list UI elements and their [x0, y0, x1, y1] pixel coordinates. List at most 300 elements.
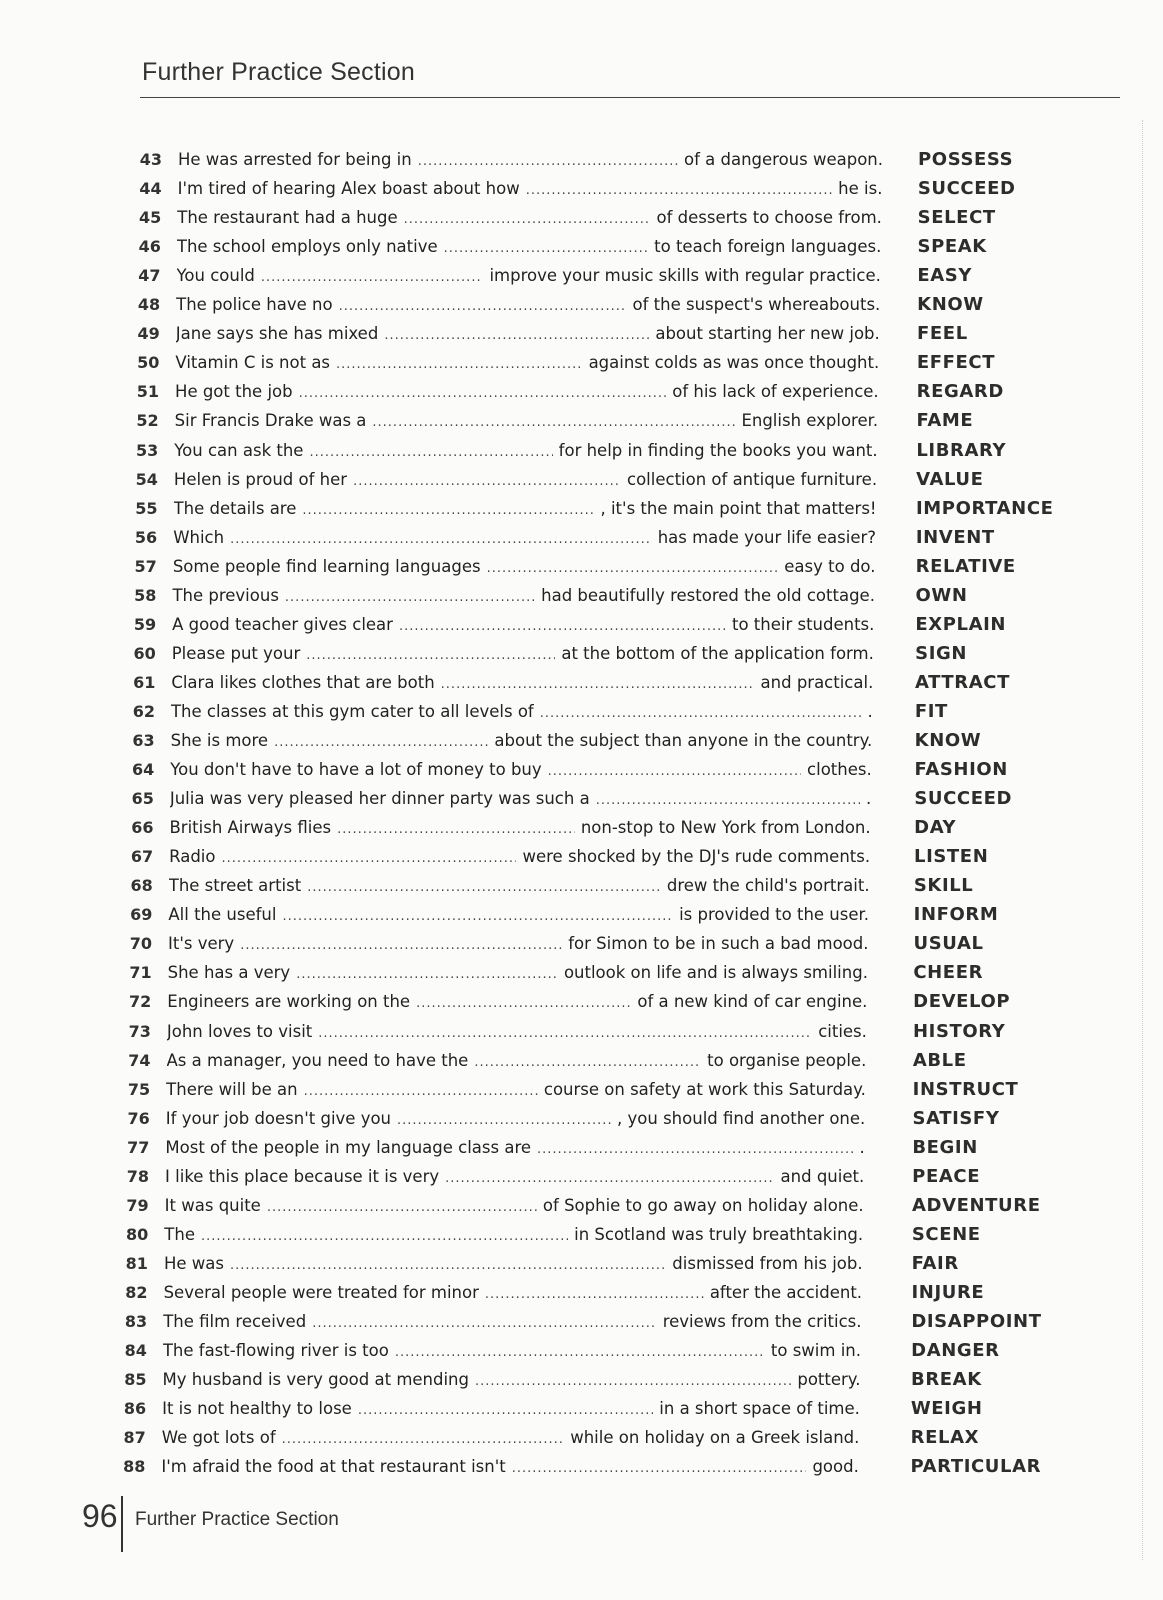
sentence-start: It's very: [168, 934, 235, 954]
keyword: SELECT: [917, 207, 996, 229]
answer-blank[interactable]: [309, 440, 552, 466]
exercise-row: [0, 1222, 1163, 1248]
exercise-number: 72: [129, 992, 152, 1012]
exercise-row: [0, 583, 1163, 609]
sentence-start: Most of the people in my language class are: [165, 1137, 532, 1157]
exercise-number: 60: [133, 643, 156, 663]
exercise-row: [0, 1077, 1163, 1103]
keyword: INJURE: [911, 1281, 985, 1303]
keyword: FAME: [916, 410, 974, 432]
sentence-end: of a dangerous weapon.: [683, 150, 883, 169]
sentence-end: in a short space of time.: [659, 1399, 860, 1419]
exercise-number: 86: [123, 1399, 147, 1419]
exercise-row: [0, 554, 1163, 580]
exercise-sentence: [162, 1425, 860, 1453]
answer-blank[interactable]: [318, 1021, 812, 1047]
sentence-start: The film received: [163, 1312, 307, 1331]
sentence-end: reviews from the critics.: [662, 1312, 862, 1331]
keyword: LISTEN: [914, 846, 989, 868]
exercise-number: 80: [126, 1224, 149, 1244]
exercise-number: 83: [124, 1312, 148, 1331]
exercise-row: [0, 960, 1163, 986]
sentence-end: to organise people.: [707, 1050, 867, 1070]
exercise-number: 55: [135, 498, 158, 518]
answer-blank[interactable]: [548, 759, 801, 785]
sentence-start: If your job doesn't give you: [165, 1108, 392, 1128]
answer-blank[interactable]: [372, 410, 735, 436]
sentence-end: were shocked by the DJ's rude comments.: [522, 847, 871, 867]
keyword: SCENE: [911, 1223, 981, 1245]
sentence-end: cities.: [818, 1021, 867, 1041]
sentence-start: Several people were treated for minor: [163, 1282, 479, 1302]
answer-blank[interactable]: [240, 933, 562, 959]
exercise-number: 79: [126, 1195, 149, 1215]
keyword: VALUE: [916, 468, 984, 490]
exercise-row: [0, 1367, 1163, 1393]
exercise-row: [0, 815, 1163, 841]
exercise-sentence: [164, 1280, 863, 1308]
exercise-sentence: [166, 1106, 866, 1134]
sentence-start: The school employs only native: [176, 237, 438, 257]
keyword: SPEAK: [917, 236, 987, 258]
exercise-row: [0, 1193, 1163, 1219]
answer-blank[interactable]: [230, 527, 652, 553]
keyword: USUAL: [913, 933, 984, 955]
sentence-end: outlook on life and is always smiling.: [563, 963, 868, 983]
answer-blank[interactable]: [306, 643, 555, 669]
exercise-row: [0, 1454, 1163, 1480]
exercise-row: [0, 438, 1163, 464]
answer-blank[interactable]: [540, 701, 862, 727]
sentence-start: My husband is very good at mending: [162, 1370, 469, 1390]
exercise-row: [0, 612, 1163, 638]
answer-blank[interactable]: [267, 1195, 537, 1221]
exercise-number: 87: [123, 1428, 146, 1448]
sentence-end: easy to do.: [784, 556, 876, 576]
sentence-end: about the subject than anyone in the country.: [494, 731, 873, 750]
sentence-start: The: [164, 1224, 195, 1244]
keyword: BREAK: [911, 1369, 982, 1391]
exercise-sentence: [165, 1193, 864, 1221]
sentence-end: while on holiday on a Greek island.: [570, 1428, 860, 1448]
sentence-start: The fast-flowing river is too: [162, 1341, 389, 1361]
exercise-sentence: [164, 1222, 863, 1250]
exercise-sentence: [165, 1135, 864, 1163]
exercise-sentence: [171, 670, 873, 698]
sentence-end: and quiet.: [780, 1166, 865, 1186]
answer-blank[interactable]: [353, 469, 621, 495]
exercise-row: [0, 1309, 1163, 1335]
exercise-number: 81: [125, 1253, 148, 1273]
exercise-sentence: [174, 467, 877, 495]
answer-blank[interactable]: [302, 498, 594, 524]
exercise-sentence: [166, 1077, 866, 1105]
exercise-number: 61: [133, 672, 156, 692]
page-header-title: Further Practice Section: [142, 58, 415, 86]
exercise-sentence: [169, 873, 870, 901]
answer-blank[interactable]: [201, 1224, 568, 1250]
answer-blank[interactable]: [399, 614, 726, 640]
exercise-row: [0, 292, 1163, 318]
exercise-sentence: [175, 408, 879, 436]
exercise-number: 52: [136, 411, 159, 431]
sentence-start: Some people find learning languages: [172, 556, 481, 576]
sentence-start: She has a very: [167, 963, 291, 983]
exercise-sentence: [178, 176, 883, 204]
exercise-number: 66: [131, 818, 154, 838]
exercise-sentence: [173, 554, 876, 582]
sentence-start: The details are: [173, 498, 297, 518]
sentence-end: he is.: [838, 179, 883, 199]
sentence-start: There will be an: [166, 1079, 298, 1099]
exercise-sentence: [170, 786, 871, 814]
keyword: INFORM: [913, 904, 999, 926]
footer-title: Further Practice Section: [135, 1509, 339, 1530]
answer-blank[interactable]: [384, 323, 649, 349]
keyword: EFFECT: [916, 352, 996, 374]
exercise-row: [0, 1106, 1163, 1132]
exercise-sentence: [177, 263, 881, 291]
keyword: FAIR: [911, 1252, 959, 1274]
exercise-number: 82: [125, 1282, 148, 1302]
exercise-sentence: [172, 612, 874, 640]
keyword: IMPORTANCE: [916, 497, 1054, 519]
exercise-row: [0, 1338, 1163, 1364]
exercise-number: 57: [134, 556, 157, 576]
sentence-end: collection of antique furniture.: [627, 469, 878, 489]
exercise-sentence: [162, 1367, 860, 1395]
sentence-start: I like this place because it is very: [165, 1166, 440, 1186]
sentence-end: and practical.: [760, 672, 874, 692]
keyword: ATTRACT: [915, 671, 1010, 693]
exercise-sentence: [177, 205, 882, 233]
keyword: FIT: [914, 700, 948, 722]
exercise-number: 47: [138, 266, 161, 286]
sentence-start: Clara likes clothes that are both: [171, 672, 435, 692]
answer-blank[interactable]: [336, 352, 583, 378]
exercise-sentence: [167, 989, 867, 1017]
answer-blank[interactable]: [274, 730, 488, 756]
exercise-sentence: [169, 815, 870, 843]
sentence-end: to swim in.: [770, 1341, 861, 1361]
answer-blank[interactable]: [337, 817, 575, 843]
sentence-end: to their students.: [731, 614, 875, 634]
sentence-end: , it's the main point that matters!: [600, 498, 877, 518]
exercise-row: [0, 1164, 1163, 1190]
exercise-sentence: [170, 757, 872, 785]
keyword: LIBRARY: [916, 439, 1007, 461]
sentence-end: pottery.: [797, 1370, 861, 1390]
answer-blank[interactable]: [282, 904, 673, 930]
sentence-end: of a new kind of car engine.: [637, 992, 868, 1012]
exercise-number: 69: [130, 905, 153, 925]
sentence-end: clothes.: [807, 760, 872, 780]
exercise-sentence: [172, 641, 874, 669]
keyword: SKILL: [913, 875, 974, 897]
exercise-sentence: [167, 1019, 867, 1047]
exercise-number: 73: [128, 1021, 151, 1041]
exercise-sentence: [163, 1338, 861, 1366]
exercise-sentence: [163, 1309, 861, 1337]
answer-blank[interactable]: [475, 1369, 791, 1395]
exercise-sentence: [162, 1396, 860, 1424]
exercise-sentence: [168, 931, 869, 959]
sentence-start: The street artist: [168, 876, 302, 896]
exercise-number: 65: [131, 789, 154, 809]
sentence-end: for help in finding the books you want.: [558, 440, 878, 460]
exercise-row: [0, 1135, 1163, 1161]
keyword: POSSESS: [918, 149, 1014, 170]
keyword: WEIGH: [910, 1398, 983, 1420]
sentence-end: has made your life easier?: [657, 527, 877, 547]
exercise-sentence: [173, 525, 876, 553]
sentence-start: The previous: [172, 585, 279, 605]
exercise-number: 84: [124, 1341, 147, 1361]
exercise-row: [0, 989, 1163, 1015]
answer-blank[interactable]: [230, 1253, 666, 1279]
sentence-start: The police have no: [176, 295, 333, 315]
sentence-end: of the suspect's whereabouts.: [632, 295, 881, 315]
keyword: SUCCEED: [917, 178, 1016, 200]
keyword: ADVENTURE: [912, 1194, 1041, 1216]
exercise-sentence: [174, 438, 877, 466]
exercise-row: [0, 902, 1163, 928]
exercise-sentence: [175, 350, 879, 378]
keyword: DAY: [914, 817, 957, 839]
sentence-end: to teach foreign languages.: [654, 237, 882, 257]
exercise-number: 46: [138, 237, 161, 257]
exercise-row: [0, 350, 1163, 376]
exercise-row: [0, 1425, 1163, 1451]
exercise-number: 58: [134, 585, 157, 605]
answer-blank[interactable]: [512, 1456, 807, 1482]
exercise-sentence: [171, 728, 873, 756]
exercise-number: 64: [131, 760, 155, 780]
exercise-sentence: [176, 292, 880, 320]
sentence-end: improve your music skills with regular practice.: [489, 266, 881, 286]
exercise-row: [0, 757, 1163, 783]
exercise-sentence: [177, 234, 882, 262]
exercise-number: 85: [124, 1370, 147, 1390]
sentence-end: good.: [812, 1457, 859, 1477]
answer-blank[interactable]: [537, 1137, 853, 1163]
exercise-row: [0, 670, 1163, 696]
answer-blank[interactable]: [299, 381, 667, 407]
sentence-start: You could: [176, 266, 255, 286]
exercise-row: [0, 786, 1163, 812]
answer-blank[interactable]: [474, 1050, 701, 1076]
page-edge-speckle: [1139, 120, 1143, 1560]
answer-blank[interactable]: [358, 1398, 653, 1424]
keyword: OWN: [915, 584, 968, 606]
exercise-row: [0, 1048, 1163, 1074]
sentence-start: She is more: [170, 731, 269, 750]
keyword: FEEL: [917, 323, 968, 345]
exercise-number: 68: [130, 876, 153, 896]
answer-blank[interactable]: [304, 1079, 538, 1105]
answer-blank[interactable]: [418, 149, 678, 175]
keyword: KNOW: [914, 730, 982, 751]
exercise-sentence: [164, 1251, 863, 1279]
exercise-number: 56: [134, 527, 158, 547]
exercise-row: [0, 1019, 1163, 1045]
exercise-sentence: [175, 379, 879, 407]
exercise-row: [0, 525, 1163, 551]
keyword: RELATIVE: [915, 555, 1016, 577]
exercise-number: 43: [139, 150, 162, 169]
exercise-number: 78: [126, 1166, 150, 1186]
keyword: CHEER: [913, 962, 984, 984]
keyword: EASY: [917, 265, 972, 287]
sentence-start: I'm tired of hearing Alex boast about how: [177, 179, 520, 199]
exercise-sentence: [168, 960, 868, 988]
exercise-row: [0, 379, 1163, 405]
keyword: SIGN: [915, 642, 968, 664]
exercise-row: [0, 496, 1163, 522]
sentence-end: drew the child's portrait.: [666, 876, 870, 896]
exercise-row: [0, 147, 1163, 173]
exercise-number: 51: [136, 382, 160, 402]
sentence-start: Engineers are working on the: [167, 992, 411, 1012]
exercise-row: [0, 321, 1163, 347]
sentence-start: It is not healthy to lose: [162, 1399, 352, 1419]
sentence-start: All the useful: [168, 905, 277, 925]
sentence-end: of Sophie to go away on holiday alone.: [542, 1195, 864, 1215]
sentence-start: Please put your: [171, 643, 301, 663]
sentence-start: We got lots of: [161, 1428, 276, 1448]
keyword: DISAPPOINT: [911, 1311, 1042, 1332]
answer-blank[interactable]: [526, 178, 832, 204]
keyword: INVENT: [915, 526, 995, 548]
answer-blank[interactable]: [261, 265, 484, 291]
sentence-end: .: [859, 1137, 865, 1157]
answer-blank[interactable]: [416, 991, 631, 1017]
exercise-row: [0, 1396, 1163, 1422]
answer-blank[interactable]: [339, 294, 627, 320]
sentence-start: He got the job: [175, 382, 293, 402]
keyword: REGARD: [916, 381, 1004, 403]
exercise-row: [0, 873, 1163, 899]
exercise-row: [0, 263, 1163, 289]
keyword: BEGIN: [912, 1136, 978, 1158]
sentence-end: course on safety at work this Saturday.: [543, 1079, 866, 1099]
exercise-row: [0, 408, 1163, 434]
exercise-number: 71: [129, 963, 152, 983]
sentence-start: Which: [173, 527, 225, 547]
header-divider: [140, 97, 1120, 98]
exercise-row: [0, 234, 1163, 260]
exercise-number: 70: [129, 934, 152, 954]
exercise-number: 48: [137, 295, 161, 315]
keyword: SUCCEED: [914, 788, 1013, 810]
exercise-row: [0, 931, 1163, 957]
sentence-end: after the accident.: [709, 1282, 863, 1302]
exercise-number: 74: [128, 1050, 151, 1070]
sentence-start: Sir Francis Drake was a: [174, 411, 367, 431]
sentence-end: against colds as was once thought.: [588, 353, 880, 373]
sentence-end: had beautifully restored the old cottage.: [541, 585, 875, 605]
keyword: PARTICULAR: [910, 1456, 1042, 1478]
answer-blank[interactable]: [485, 1282, 704, 1308]
sentence-start: Vitamin C is not as: [175, 353, 331, 373]
keyword: DEVELOP: [913, 991, 1011, 1013]
exercise-number: 50: [137, 353, 160, 373]
keyword: INSTRUCT: [912, 1078, 1019, 1100]
answer-blank[interactable]: [445, 1166, 774, 1192]
sentence-start: As a manager, you need to have the: [166, 1050, 469, 1070]
answer-blank[interactable]: [307, 875, 661, 901]
exercise-row: [0, 641, 1163, 667]
exercise-sentence: [178, 147, 883, 175]
sentence-start: It was quite: [164, 1195, 261, 1215]
keyword: KNOW: [917, 294, 984, 316]
answer-blank[interactable]: [596, 788, 860, 814]
exercise-sentence: [167, 1048, 867, 1076]
answer-blank[interactable]: [444, 236, 649, 262]
exercise-number: 77: [127, 1137, 150, 1157]
page-number: 96: [82, 1498, 118, 1534]
answer-blank[interactable]: [221, 846, 516, 872]
keyword: DANGER: [911, 1340, 1000, 1362]
answer-blank[interactable]: [404, 207, 651, 233]
exercise-sentence: [169, 844, 870, 872]
keyword: EXPLAIN: [915, 613, 1007, 635]
sentence-end: of his lack of experience.: [672, 382, 879, 402]
exercise-sentence: [176, 321, 880, 349]
sentence-end: at the bottom of the application form.: [561, 643, 874, 663]
sentence-start: British Airways flies: [169, 818, 332, 838]
sentence-end: of desserts to choose from.: [656, 208, 882, 228]
exercise-number: 59: [133, 614, 157, 634]
exercise-row: [0, 467, 1163, 493]
exercise-sentence: [172, 583, 875, 611]
sentence-end: dismissed from his job.: [672, 1253, 863, 1273]
exercise-row: [0, 728, 1163, 754]
footer-divider: [121, 1496, 123, 1552]
sentence-start: John loves to visit: [166, 1021, 313, 1041]
exercise-row: [0, 844, 1163, 870]
sentence-end: English explorer.: [741, 411, 879, 431]
answer-blank[interactable]: [296, 962, 558, 988]
answer-blank[interactable]: [282, 1427, 565, 1453]
exercise-number: 76: [127, 1108, 150, 1128]
sentence-start: The classes at this gym cater to all levels of: [170, 701, 534, 721]
answer-blank[interactable]: [312, 1311, 657, 1337]
exercise-number: 67: [130, 847, 154, 867]
answer-blank[interactable]: [285, 585, 535, 611]
answer-blank[interactable]: [397, 1108, 611, 1134]
answer-blank[interactable]: [441, 672, 755, 698]
keyword: ABLE: [912, 1049, 967, 1071]
sentence-end: .: [865, 789, 872, 809]
exercise-row: [0, 1251, 1163, 1277]
sentence-start: He was arrested for being in: [178, 150, 412, 169]
exercise-row: [0, 176, 1163, 202]
answer-blank[interactable]: [395, 1340, 765, 1366]
exercise-number: 45: [138, 208, 162, 228]
keyword: FASHION: [914, 759, 1008, 781]
sentence-start: Helen is proud of her: [173, 469, 348, 489]
exercise-number: 54: [135, 469, 158, 489]
exercise-row: [0, 699, 1163, 725]
keyword: RELAX: [910, 1427, 980, 1449]
exercise-sentence: [171, 699, 873, 727]
exercise-sentence: [174, 496, 877, 524]
exercise-sentence: [165, 1164, 864, 1192]
exercise-number: 53: [136, 440, 159, 460]
answer-blank[interactable]: [487, 556, 779, 582]
sentence-end: is provided to the user.: [679, 905, 870, 925]
